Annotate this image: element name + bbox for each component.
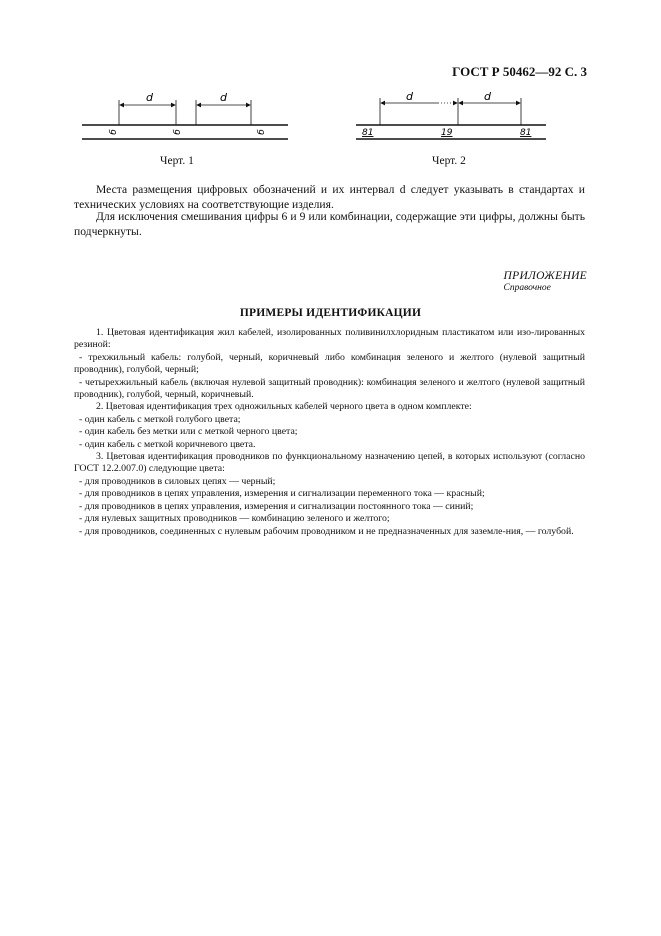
section-title: ПРИМЕРЫ ИДЕНТИФИКАЦИИ (239, 307, 422, 319)
figure-2-caption: Черт. 2 (432, 155, 466, 167)
figure-1-caption: Черт. 1 (160, 155, 194, 167)
cable-mark-middle: 19 (441, 128, 453, 138)
svg-text:б: б (109, 129, 119, 135)
cable-mark-left (109, 129, 119, 135)
dim-label-1: d (146, 91, 153, 104)
figure-2-drawing (350, 88, 550, 148)
list-item: - для проводников в цепях управления, измерения и сигнализации переменного тока — красный; (79, 488, 485, 500)
list-item: 1. Цветовая идентификация жил кабелей, изолированных поливинилхлоридным пластикатом или изо-лированных резиной: (74, 327, 585, 351)
list-item: - четырехжильный кабель (включая нулевой защитный проводник): комбинация зеленого и желтого (нулевой защитный проводник), голубой, черный, коричневый. (74, 376, 585, 401)
figure-1-drawing (70, 88, 300, 148)
cable-mark-right: 81 (520, 128, 532, 138)
appendix-title: ПРИЛОЖЕНИЕ (503, 270, 587, 282)
list-item: 2. Цветовая идентификация трех одножильных кабелей черного цвета в одном комплекте: (96, 401, 472, 413)
list-item: - один кабель с меткой голубого цвета; (79, 413, 241, 425)
cable-mark-right (257, 129, 267, 135)
list-item: - один кабель без метки или с меткой черного цвета; (79, 426, 298, 438)
figure-2 (350, 88, 550, 148)
list-item: 3. Цветовая идентификация проводников по функциональному назначению цепей, в которых используют (согласно ГОСТ 12.2.007.0) следующие цвета: (74, 451, 585, 475)
page-header: ГОСТ Р 50462—92 С. 3 (452, 64, 587, 79)
dim-label-2: d (484, 90, 491, 103)
list-item: - трехжильный кабель: голубой, черный, коричневый либо комбинация зеленого и желтого (нулевой защитный проводник), голубой, черный; (74, 351, 585, 376)
intro-paragraph-2: Для исключения смешивания цифры 6 и 9 или комбинации, содержащие эти цифры, должны быть подчеркнуты. (74, 210, 585, 238)
intro-paragraph-1: Места размещения цифровых обозначений и их интервал d следует указывать в стандартах и технических условиях на соответствующие изделия. (74, 183, 585, 211)
list-item: - для проводников в цепях управления, измерения и сигнализации постоянного тока — синий; (79, 500, 474, 512)
list-item: - для нулевых защитных проводников — комбинацию зеленого и желтого; (79, 513, 390, 525)
appendix-subtitle: Справочное (503, 283, 551, 293)
svg-text:б: б (173, 129, 183, 135)
dim-label-2: d (220, 91, 227, 104)
list-item: - для проводников в силовых цепях — черный; (79, 475, 276, 487)
dim-label-1: d (406, 90, 413, 103)
list-item: - для проводников, соединенных с нулевым рабочим проводником и не предназначенных для заземле-ния, — голубой. (79, 525, 574, 537)
list-item: - один кабель с меткой коричневого цвета. (79, 438, 256, 450)
appendix-label (504, 270, 587, 293)
figure-1 (70, 88, 300, 148)
cable-mark-left: 81 (362, 128, 374, 138)
svg-text:б: б (257, 129, 267, 135)
examples-body (74, 327, 585, 538)
cable-mark-middle (173, 129, 183, 135)
